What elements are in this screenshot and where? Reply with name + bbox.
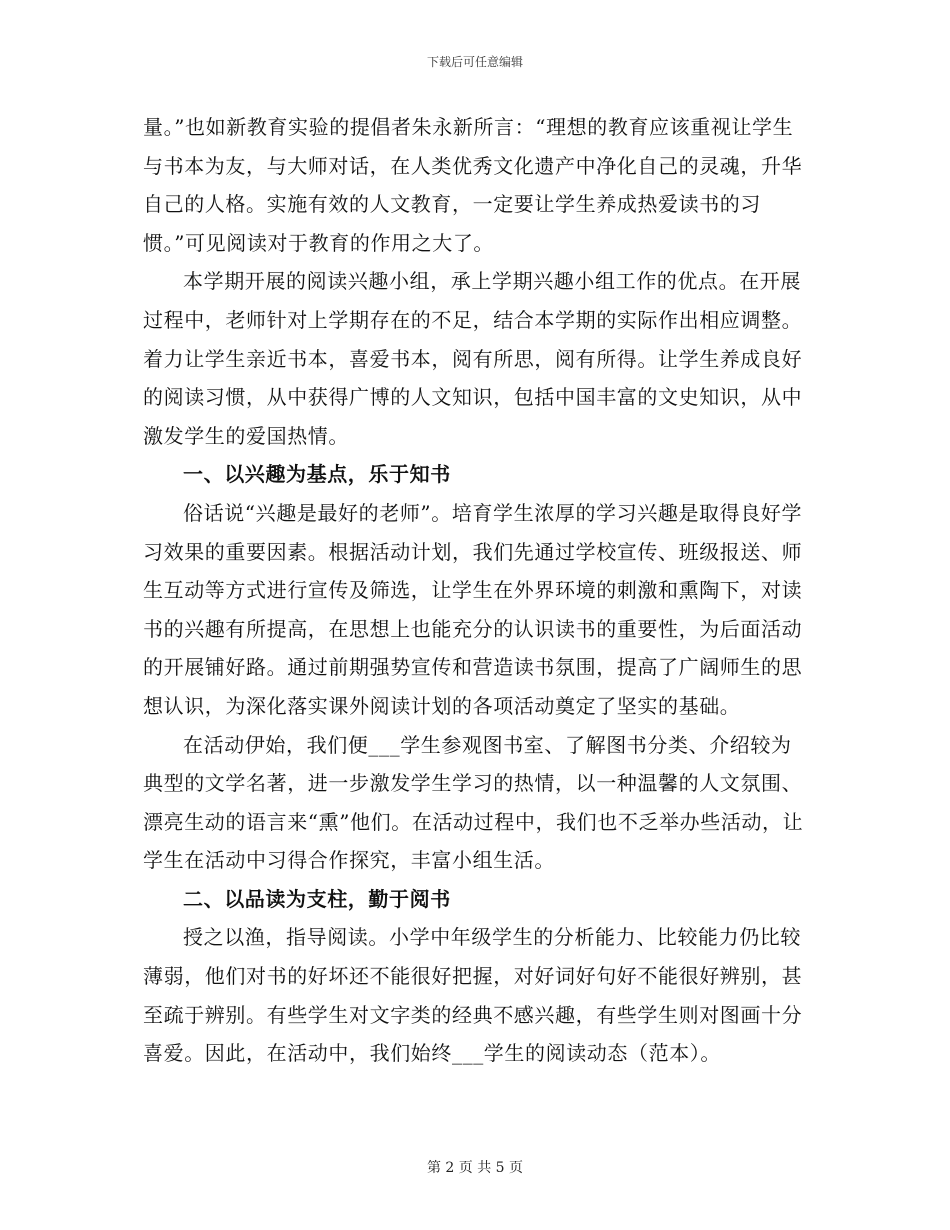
paragraph-guidance: 授之以渔，指导阅读。小学中年级学生的分析能力、比较能力仍比较薄弱，他们对书的好坏还不能很好把握，对好词好句好不能很好辨别，甚至疏于辨别。有些学生对文字类的经典不感兴趣，有些学生则对图画十分喜爱。因此，在活动中，我们始终___学生的阅读动态（范本）。	[143, 925, 803, 1066]
paragraph-activity-start: 在活动伊始，我们便___学生参观图书室、了解图书分类、介绍较为典型的文学名著，进一步激发学生学习的热情，以一种温馨的人文氛围、漂亮生动的语言来“熏”他们。在活动过程中，我们也不乏举办些活动，让学生在活动中习得合作探究，丰富小组生活。	[143, 732, 804, 873]
page-header-note: 下载后可任意编辑	[426, 55, 523, 69]
section-heading-1: 一、以兴趣为基点，乐于知书	[183, 462, 451, 487]
section-heading-2: 二、以品读为支柱，勤于阅书	[183, 886, 451, 911]
paragraph-continuation: 量。”也如新教育实验的提倡者朱永新所言：“理想的教育应该重视让学生与书本为友，与大师对话，在人类优秀文化遗产中净化自己的灵魂，升华自己的人格。实施有效的人文教育，一定要让学生养成热爱读书的习惯。”可见阅读对于教育的作用之大了。	[143, 115, 803, 255]
document-body	[143, 108, 811, 1073]
paragraph-interest: 俗话说“兴趣是最好的老师”。培育学生浓厚的学习兴趣是取得良好学习效果的重要因素。根据活动计划，我们先通过学校宣传、班级报送、师生互动等方式进行宣传及筛选，让学生在外界环境的刺激和熏陶下，对读书的兴趣有所提高，在思想上也能充分的认识读书的重要性，为后面活动的开展铺好路。通过前期强势宣传和营造读书氛围，提高了广阔师生的思想认识，为深化落实课外阅读计划的各项活动奠定了坚实的基础。	[143, 500, 803, 718]
page-number-footer: 第 2 页 共 5 页	[426, 1160, 524, 1176]
paragraph-intro: 本学期开展的阅读兴趣小组，承上学期兴趣小组工作的优点。在开展过程中，老师针对上学期存在的不足，结合本学期的实际作出相应调整。着力让学生亲近书本，喜爱书本，阅有所思，阅有所得。让学生养成良好的阅读习惯，从中获得广博的人文知识，包括中国丰富的文史知识，从中激发学生的爱国热情。	[143, 269, 803, 448]
